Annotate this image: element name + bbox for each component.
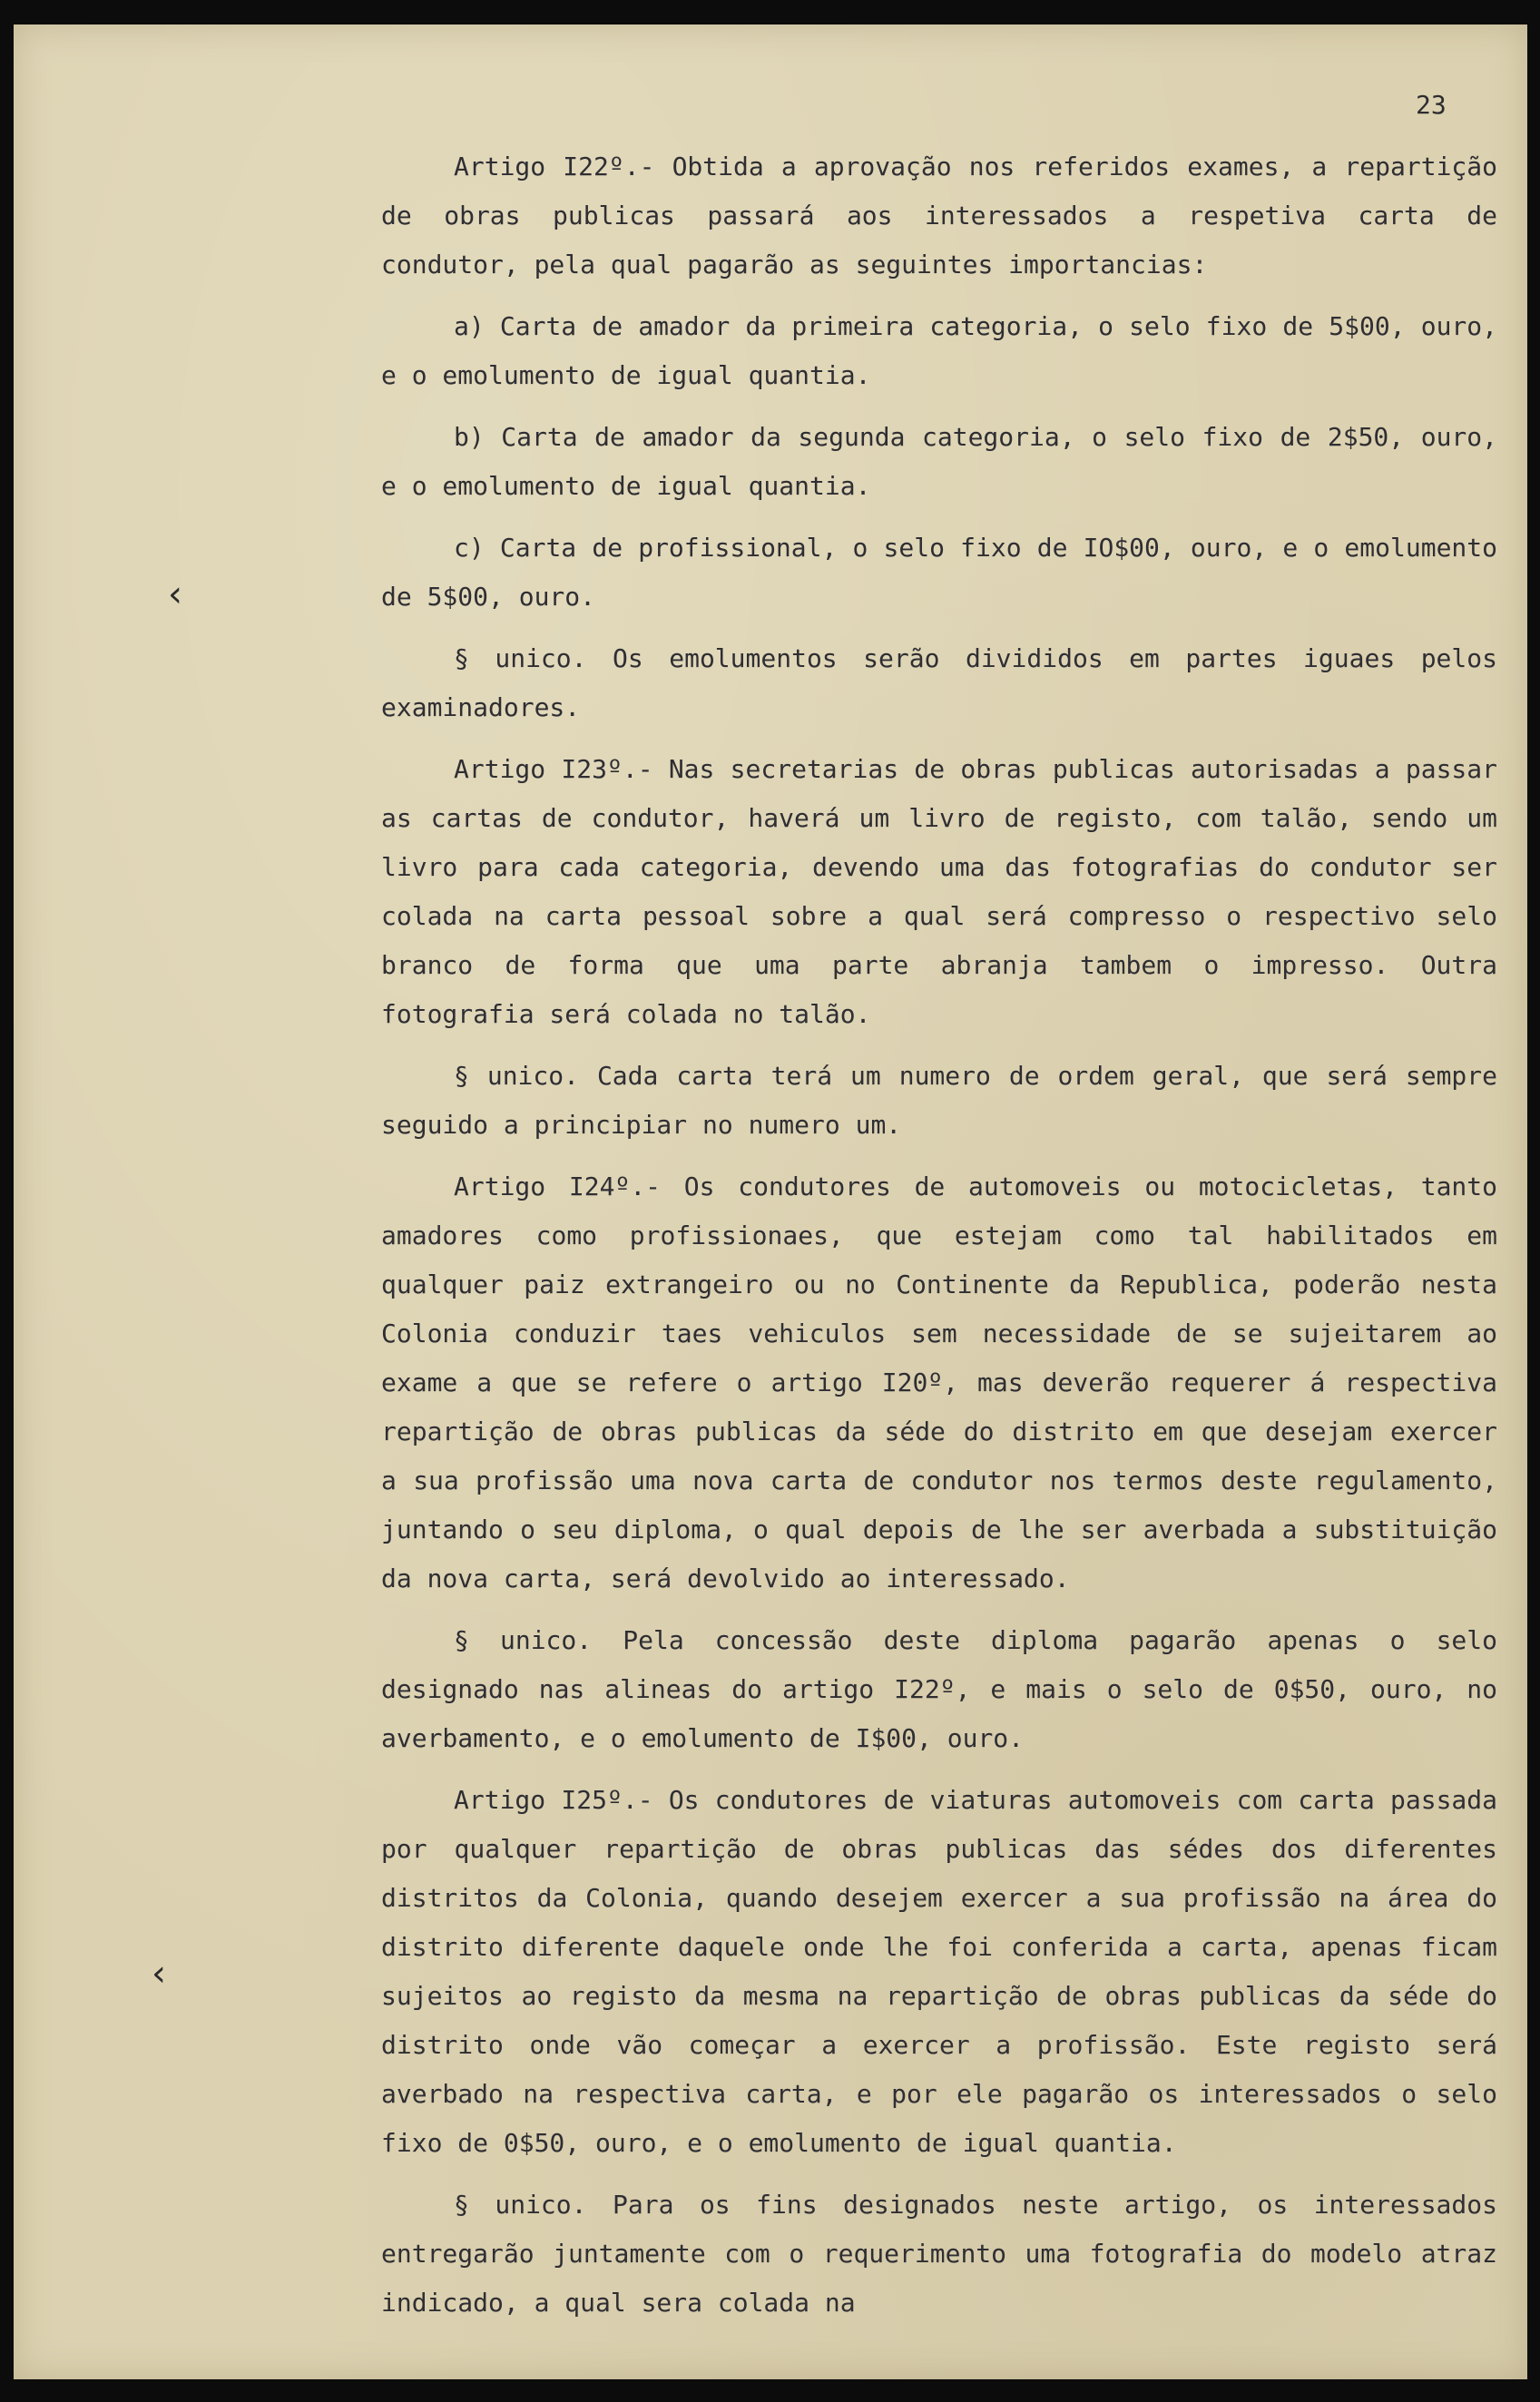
article-122-sole-paragraph: § unico. Os emolumentos serão divididos em partes iguaes pelos examinadores. (381, 643, 1497, 722)
article-122-item-b: b) Carta de amador da segunda categoria, o selo fixo de 2$50, ouro, e o emolumento de igual quantia. (381, 422, 1497, 501)
article-122: Artigo I22º.- Obtida a aprovação nos referidos exames, a repartição de obras publicas passará aos interessados a respetiva carta de condutor, pela qual pagarão as seguintes importancias: (381, 152, 1497, 279)
document-page (14, 25, 1527, 2379)
article-123-sole-paragraph: § unico. Cada carta terá um numero de ordem geral, que será sempre seguido a principiar no numero um. (381, 1061, 1497, 1140)
page-number: 23 (1416, 90, 1447, 120)
margin-tick-mark: ‹ (168, 574, 182, 615)
article-125-sole-paragraph: § unico. Para os fins designados neste artigo, os interessados entregarão juntamente com o requerimento uma fotografia do modelo atraz indicado, a qual sera colada na (381, 2190, 1497, 2318)
article-122-item-a: a) Carta de amador da primeira categoria, o selo fixo de 5$00, ouro, e o emolumento de igual quantia. (381, 311, 1497, 390)
typed-text-body (381, 142, 1497, 2340)
article-123: Artigo I23º.- Nas secretarias de obras publicas autorisadas a passar as cartas de condutor, haverá um livro de registo, com talão, sendo um livro para cada categoria, devendo uma das fotografias do condutor ser colada na carta pessoal sobre a qual será compresso o respectivo selo branco de forma que uma parte abranja tambem o impresso. Outra fotografia será colada no talão. (381, 754, 1497, 1029)
article-125: Artigo I25º.- Os condutores de viaturas automoveis com carta passada por qualquer repartição de obras publicas das sédes dos diferentes distritos da Colonia, quando desejem exercer a sua profissão na área do distrito diferente daquele onde lhe foi conferida a carta, apenas ficam sujeitos ao registo da mesma na repartição de obras publicas da séde do distrito onde vão começar a exercer a profissão. Este registo será averbado na respectiva carta, e por ele pagarão os interessados o selo fixo de 0$50, ouro, e o emolumento de igual quantia. (381, 1785, 1497, 2158)
margin-tick-mark: ‹ (152, 1953, 166, 1995)
article-122-item-c: c) Carta de profissional, o selo fixo de IO$00, ouro, e o emolumento de 5$00, ouro. (381, 533, 1497, 612)
article-124: Artigo I24º.- Os condutores de automoveis ou motocicletas, tanto amadores como profissionaes, que estejam como tal habilitados em qualquer paiz extrangeiro ou no Continente da Republica, poderão nesta Colonia conduzir taes vehiculos sem necessidade de se sujeitarem ao exame a que se refere o artigo I20º, mas deverão requerer á respectiva repartição de obras publicas da séde do distrito em que desejam exercer a sua profissão uma nova carta de condutor nos termos deste regulamento, juntando o seu diploma, o qual depois de lhe ser averbada a substituição da nova carta, será devolvido ao interessado. (381, 1172, 1497, 1593)
article-124-sole-paragraph: § unico. Pela concessão deste diploma pagarão apenas o selo designado nas alineas do artigo I22º, e mais o selo de 0$50, ouro, no averbamento, e o emolumento de I$00, ouro. (381, 1625, 1497, 1753)
